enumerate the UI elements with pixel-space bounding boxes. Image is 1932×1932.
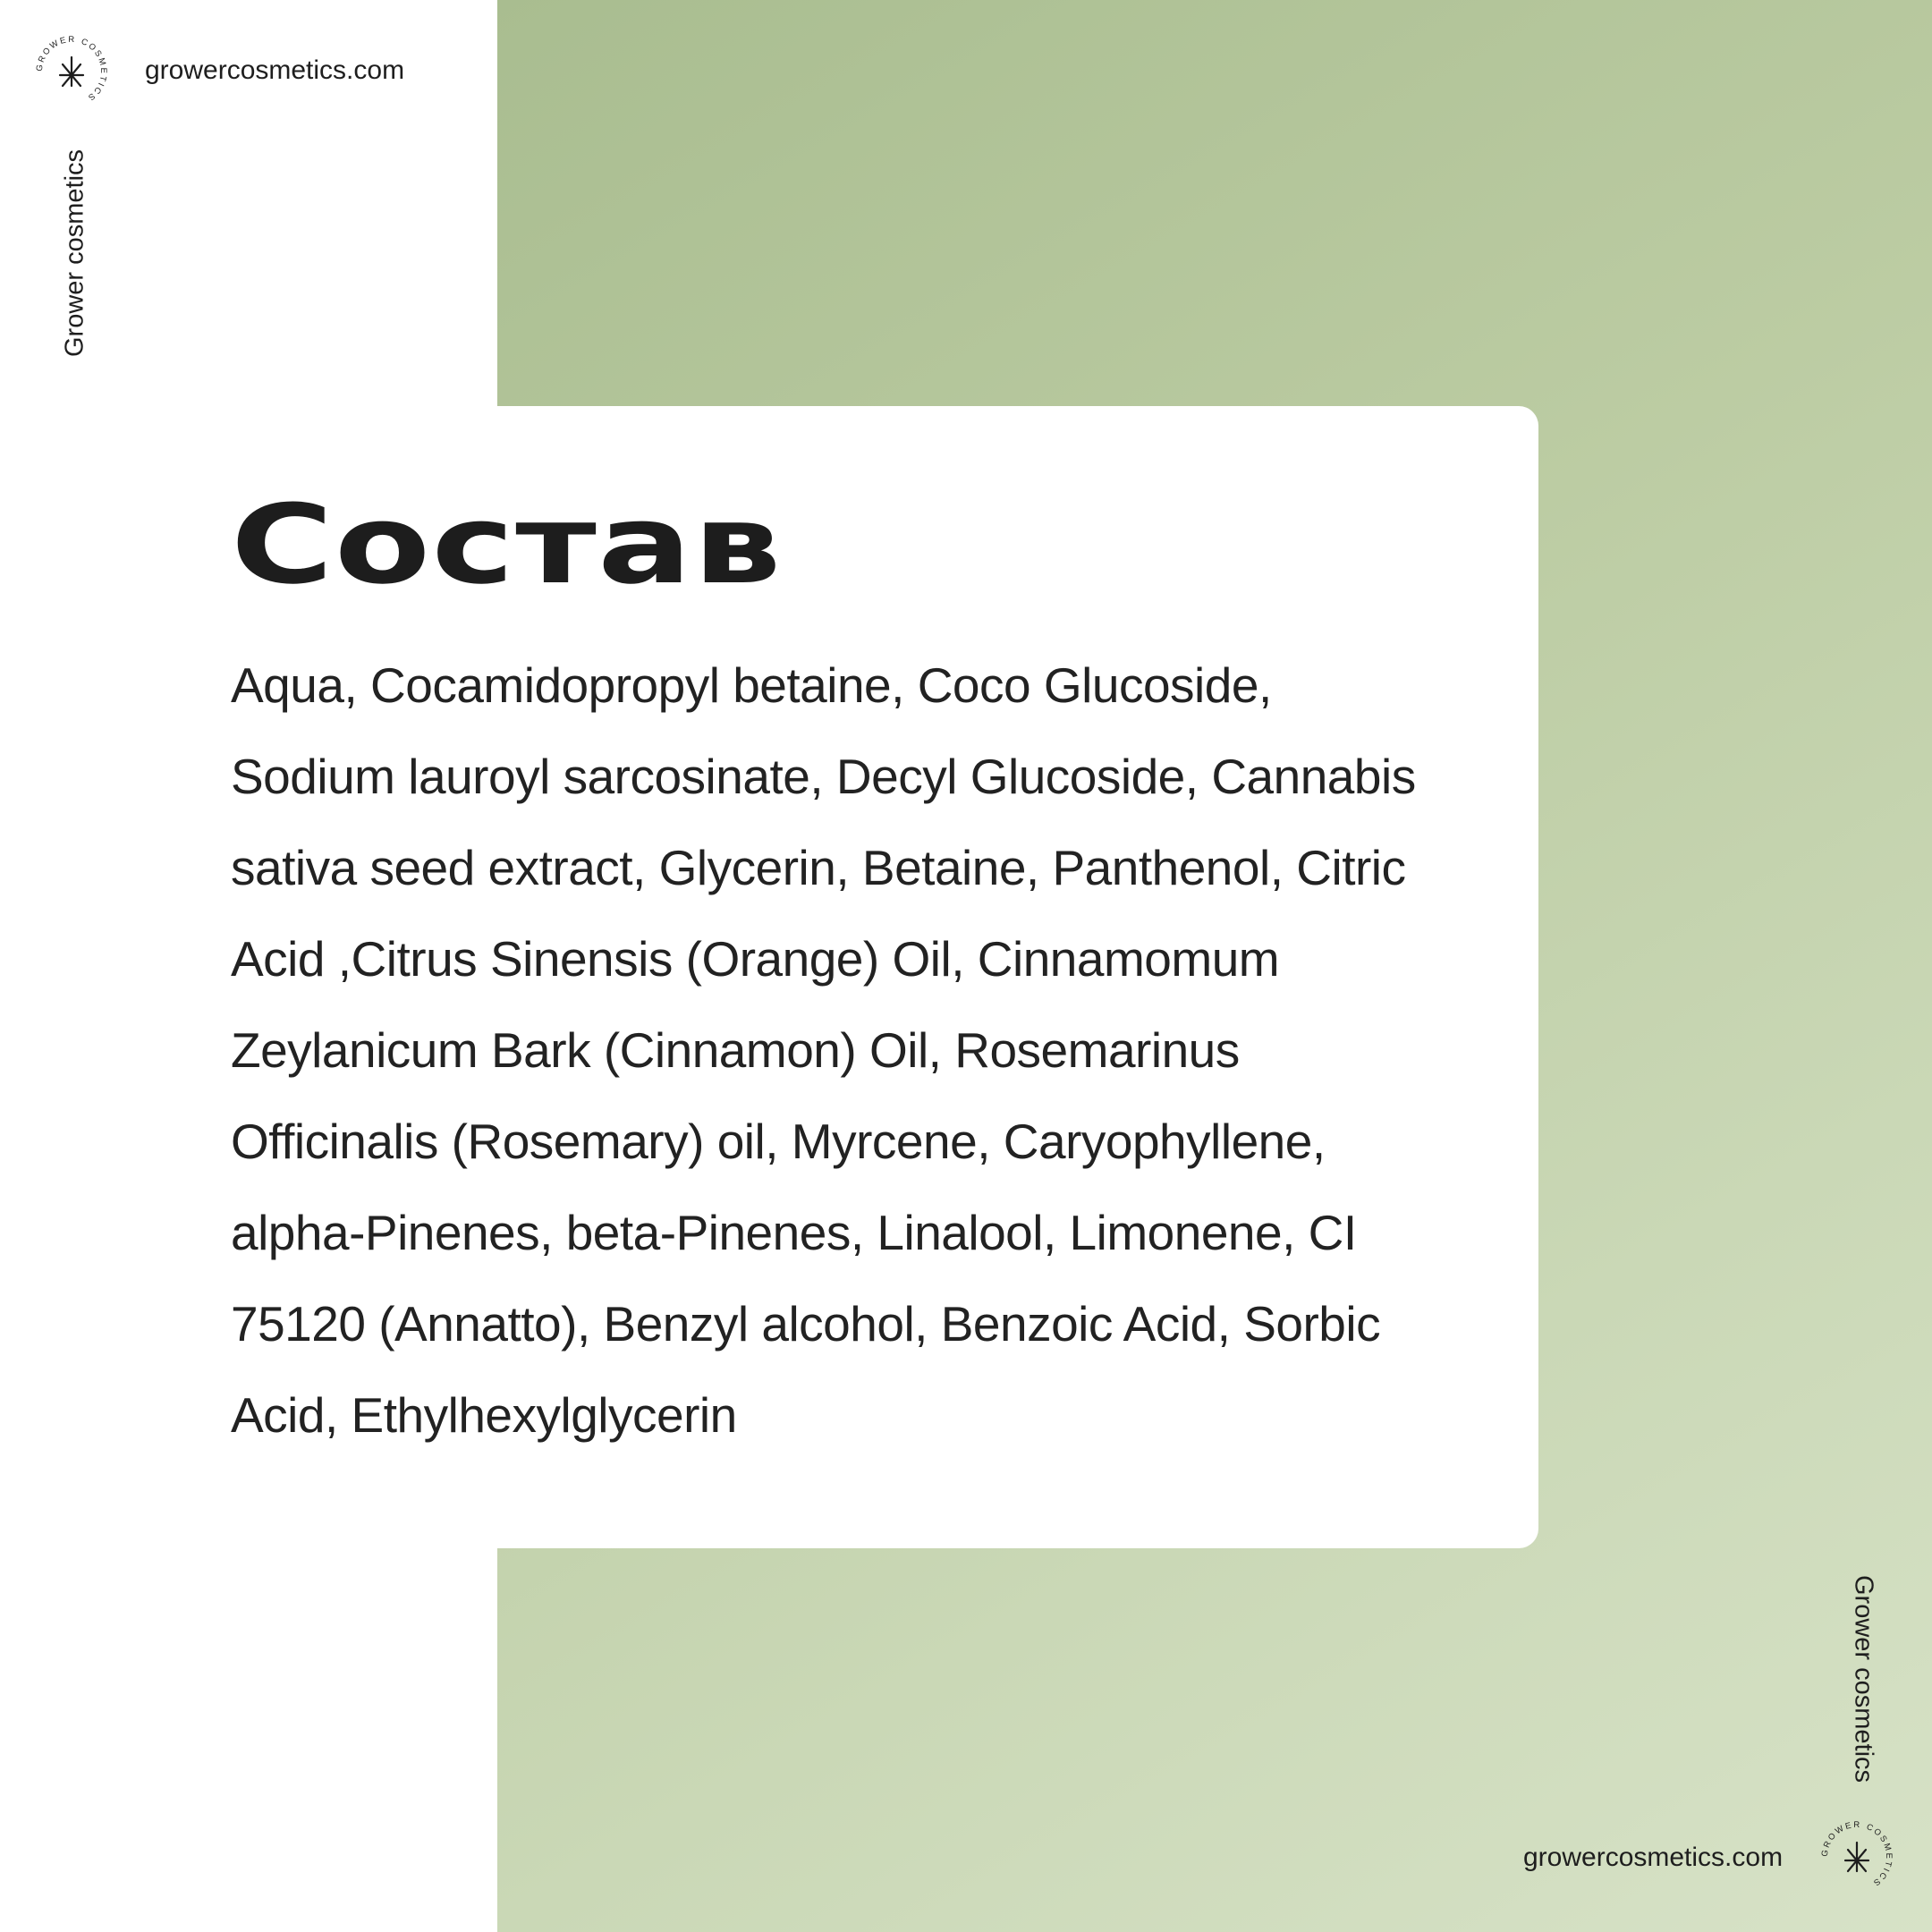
logo-ring-text: GROWER COSMETICS bbox=[34, 34, 109, 104]
ingredients-line: Sodium lauroyl sarcosinate, Decyl Glucoside, Cannabis bbox=[231, 749, 1416, 804]
grower-logo-icon bbox=[1816, 1816, 1898, 1898]
site-url-bottom[interactable]: growercosmetics.com bbox=[1523, 1843, 1784, 1872]
grower-logo-icon bbox=[30, 30, 113, 113]
brand-name-vertical-right: Grower cosmetics bbox=[1849, 1574, 1878, 1784]
logo-ring-text: GROWER COSMETICS bbox=[1819, 1819, 1894, 1889]
site-url-top[interactable]: growercosmetics.com bbox=[145, 55, 405, 85]
ingredients-line: Aqua, Cocamidopropyl betaine, Coco Glucoside, bbox=[231, 657, 1272, 713]
brand-name-vertical-left: Grower cosmetics bbox=[60, 148, 89, 358]
ingredients-line: Acid, Ethylhexylglycerin bbox=[231, 1387, 737, 1443]
page-title: Состав bbox=[231, 481, 783, 608]
ingredients-line: 75120 (Annatto), Benzyl alcohol, Benzoic Acid, Sorbic bbox=[231, 1296, 1381, 1352]
ingredients-line: sativa seed extract, Glycerin, Betaine, Panthenol, Citric bbox=[231, 840, 1406, 895]
ingredients-line: alpha-Pinenes, beta-Pinenes, Linalool, Limonene, CI bbox=[231, 1205, 1357, 1260]
ingredients-line: Officinalis (Rosemary) oil, Myrcene, Caryophyllene, bbox=[231, 1114, 1326, 1169]
ingredients-line: Zeylanicum Bark (Cinnamon) Oil, Rosemarinus bbox=[231, 1022, 1240, 1078]
ingredients-line: Acid ,Citrus Sinensis (Orange) Oil, Cinnamomum bbox=[231, 931, 1280, 987]
ingredients-list bbox=[231, 640, 1492, 1461]
